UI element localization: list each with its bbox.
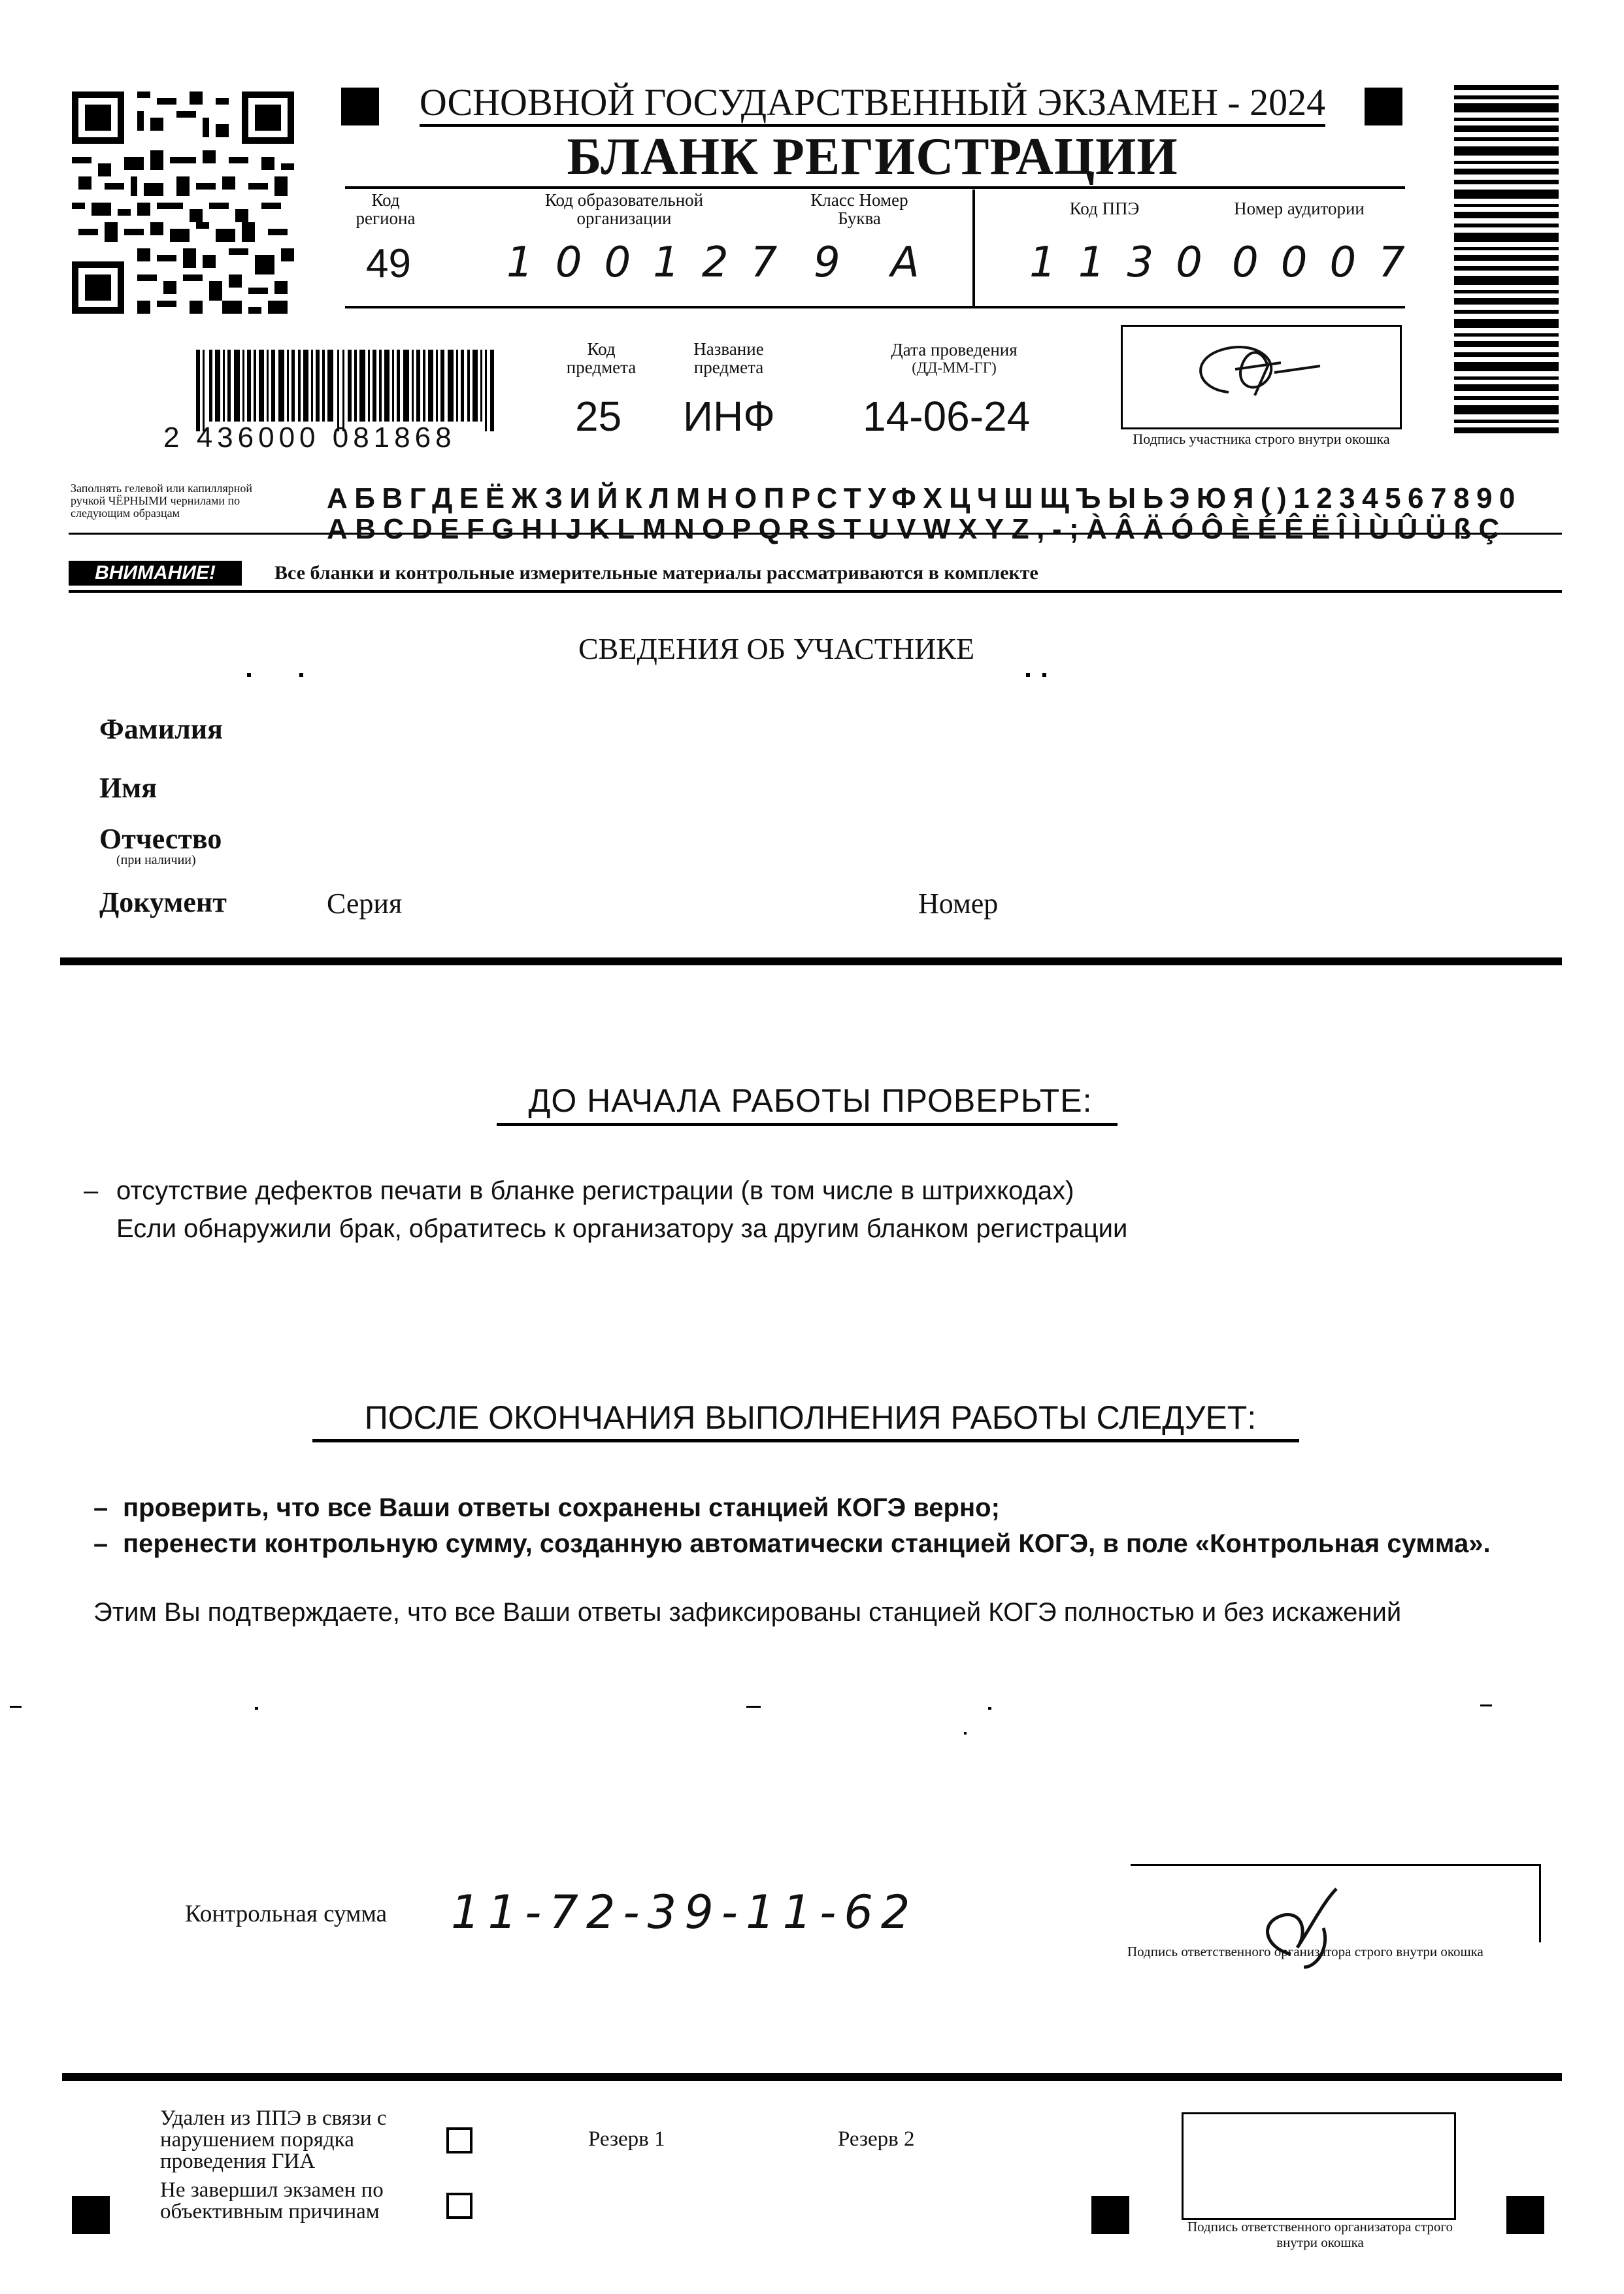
subject-code-label: Код предмета [566,339,637,377]
scan-dot [255,1707,258,1710]
organizer-signature-box-top [1131,1864,1541,1866]
qr-code [65,85,301,320]
region-label: Код региона [356,190,416,228]
after-work-title: ПОСЛЕ ОКОНЧАНИЯ ВЫПОЛНЕНИЯ РАБОТЫ СЛЕДУЕТ: [364,1399,1257,1436]
subject-name-value[interactable]: ИНФ [683,393,775,440]
after-work-dash-2: – [93,1529,108,1558]
exam-title: ОСНОВНОЙ ГОСУДАРСТВЕННЫЙ ЭКЗАМЕН - 2024 [419,81,1326,124]
not-finished-checkbox[interactable] [446,2193,472,2219]
checksum-label: Контрольная сумма [185,1901,388,1927]
subject-name-label: Название предмета [693,339,764,377]
footer-rule [62,2073,1562,2081]
ppe-value[interactable]: 1130 [1029,239,1225,287]
name-label: Имя [99,772,157,804]
participant-signature [1170,333,1340,405]
series-label: Серия [327,888,403,920]
warning-badge: ВНИМАНИЕ! [69,561,242,586]
header-rule [345,186,1405,189]
footer-signature-caption: Подпись ответственного организатора строго внутри окошка [1187,2219,1453,2250]
reserve-1-label: Резерв 1 [588,2127,665,2151]
code-row-rule [345,306,1405,308]
form-title: БЛАНК РЕГИСТРАЦИИ [567,128,1178,186]
reserve-2-label: Резерв 2 [838,2127,915,2151]
participant-section-rule [60,957,1562,965]
after-work-title-underline [312,1439,1299,1442]
checksum-value[interactable]: 11-72-39-11-62 [451,1886,918,1939]
checksum-signature-caption: Подпись ответственного организатора строго внутри окошка [1127,1944,1483,1959]
room-label: Номер аудитории [1234,199,1365,218]
surname-label: Фамилия [99,713,223,745]
main-barcode [183,350,533,431]
date-value[interactable]: 14-06-24 [863,393,1031,440]
barcode-number: 2 436000 081868 [163,422,456,454]
after-work-item-1: проверить, что все Ваши ответы сохранены станцией КОГЭ верно; [123,1493,1000,1522]
date-label: Дата проведения [891,340,1018,359]
room-value[interactable]: 0007 [1232,239,1427,287]
org-value[interactable]: 100127 [506,239,800,287]
scan-mark [746,1706,761,1708]
scan-mark [10,1706,22,1708]
participant-section-title: СВЕДЕНИЯ ОБ УЧАСТНИКЕ [578,632,975,665]
patronymic-note: (при наличии) [116,853,196,867]
subject-code-value[interactable]: 25 [575,393,622,440]
warning-text: Все бланки и контрольные измерительные материалы рассматриваются в комплекте [274,562,1038,584]
corner-marker-bottom-right [1506,2196,1544,2234]
class-letter-value[interactable]: А [891,239,920,287]
sample-instruction: Заполнять гелевой или капиллярной ручкой ЧЁРНЫМИ чернилами по следующим образцам [71,482,252,520]
corner-marker-top-left [341,88,379,125]
before-work-title-underline [497,1123,1118,1126]
scan-dot [988,1707,991,1710]
sample-row-1: АБВГДЕЁЖЗИЙКЛМНОПРСТУФХЦЧШЩЪЫЬЭЮЯ()1234567890 [327,482,1522,514]
region-value[interactable]: 49 [366,241,411,286]
before-work-item-1: отсутствие дефектов печати в бланке регистрации (в том числе в штрихкодах) [116,1176,1074,1205]
sample-row-2: ABCDEFGHIJKLMNOPQRSTUVWXYZ,-;ÀÂÄÓÔÈÉÊËÎÌÙÛÜßÇ [327,513,1507,545]
side-barcode [1454,85,1559,438]
before-work-item-2: Если обнаружили брак, обратитесь к организатору за другим бланком регистрации [116,1214,1128,1243]
scan-mark [1480,1704,1492,1706]
date-format: (ДД-ММ-ГГ) [912,359,997,376]
class-number-value[interactable]: 9 [814,239,840,287]
document-label: Документ [99,886,227,918]
corner-marker-top-right [1365,88,1402,125]
after-work-dash-1: – [93,1493,108,1522]
before-work-title: ДО НАЧАЛА РАБОТЫ ПРОВЕРЬТЕ: [528,1082,1093,1119]
patronymic-label: Отчество [99,823,222,855]
scan-dot [1026,673,1030,677]
after-work-item-2: перенести контрольную сумму, созданную автоматически станцией КОГЭ, в поле «Контрольная сумма». [123,1529,1491,1558]
participant-signature-caption: Подпись участника строго внутри окошка [1133,431,1390,447]
ppe-label: Код ППЭ [1069,199,1140,218]
scan-dot [964,1732,967,1735]
scan-dot [247,673,251,677]
warning-rule [69,590,1562,593]
removed-checkbox[interactable] [446,2127,472,2153]
scan-dot [1042,673,1046,677]
organizer-signature-box-right [1539,1864,1541,1942]
removed-label: Удален из ППЭ в связи с нарушением порядка проведения ГИА [160,2106,387,2173]
class-label: Класс Номер Буква [810,190,908,228]
corner-marker-bottom-left [72,2196,110,2234]
code-divider [972,190,975,306]
corner-marker-bottom-middle [1091,2196,1129,2234]
org-label: Код образовательной организации [544,190,704,228]
footer-signature-box[interactable] [1182,2112,1456,2220]
not-finished-label: Не завершил экзамен по объективным причинам [160,2178,384,2223]
scan-dot [299,673,303,677]
before-work-dash: – [84,1176,99,1205]
after-work-confirm: Этим Вы подтверждаете, что все Ваши ответы зафиксированы станцией КОГЭ полностью и без искажений [93,1598,1402,1627]
number-label: Номер [918,888,999,920]
